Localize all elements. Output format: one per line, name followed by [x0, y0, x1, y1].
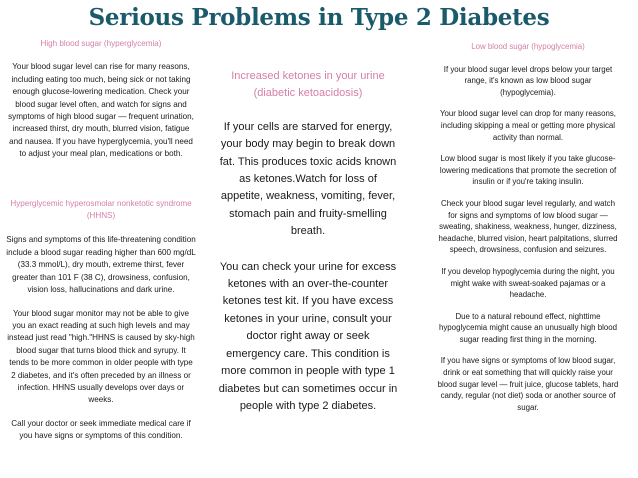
hhns-call-doctor-text: Call your doctor or seek immediate medical care if you have signs or symptoms of this condition.	[11, 418, 191, 441]
ketoacidosis-text: If your cells are starved for energy, your body may begin to break down fat. This produces toxic acids known as ketones.Watch for loss of appetite, weakness, vomiting, fever, stomach pain and fruity-smelling breath.	[219, 120, 397, 238]
hypoglycemia-treatment-text: If you have signs or symptoms of low blood sugar, drink or eat something that will quickly raise your blood sugar level — fruit juice, glucose tablets, hard candy, regular (not diet) soda or another source of sugar.	[437, 356, 619, 412]
hypoglycemia-symptoms-text: Check your blood sugar level regularly, and watch for signs and symptoms of low blood sugar — sweating, shakiness, weakness, hunger, dizziness, headache, blurred vision, heart palpitations, slurred speech, drowsiness, confusion and seizures.	[438, 198, 618, 255]
hhns-cause-text: Your blood sugar monitor may not be able to give you an exact reading at such high levels and may instead just read "high."HHNS is caused by sky-high blood sugar that turns blood thick and syrupy. It tends to be more common in older people with type 2 diabetes, and it's often preceded by an illness or infection. HHNS usually develops over days or weeks.	[7, 308, 195, 405]
hypoglycemia-heading: Low blood sugar (hypoglycemia)	[471, 42, 585, 51]
hyperglycemia-text: Your blood sugar level can rise for many reasons, including eating too much, being sick or not taking enough glucose-lowering medication. Check your blood sugar level often, and watch for signs and symptoms of high blood sugar — frequent urination, increased thirst, dry mouth, blurred vision, fatigue and nausea. If you have hyperglycemia, you'll need to adjust your meal plan, medications or both.	[8, 62, 194, 159]
ketoacidosis-heading: Increased ketones in your urine (diabetic ketoacidosis)	[231, 70, 385, 100]
hhns-heading: Hyperglycemic hyperosmolar nonketotic syndrome (HHNS)	[10, 198, 192, 221]
hypoglycemia-definition-text: If your blood sugar level drops below your target range, it's known as low blood sugar (hypoglycemia).	[443, 64, 613, 97]
hypoglycemia-medication-text: Low blood sugar is most likely if you take glucose-lowering medications that promote the secretion of insulin or if you're taking insulin.	[439, 154, 617, 187]
nighttime-hypoglycemia-text: If you develop hypoglycemia during the night, you might wake with sweat-soaked pajamas or a headache.	[441, 266, 615, 300]
hyperglycemia-column	[6, 38, 196, 443]
hyperglycemia-heading: High blood sugar (hyperglycemia)	[40, 39, 162, 48]
hypoglycemia-column	[436, 41, 620, 413]
ketoacidosis-column	[218, 68, 398, 415]
hypoglycemia-causes-text: Your blood sugar level can drop for many reasons, including skipping a meal or getting more physical activity than normal.	[439, 109, 617, 142]
ketone-test-text: You can check your urine for excess ketones with an over-the-counter ketones test kit. If you have excess ketones in your urine, consult your doctor right away or seek emergency care. This condition is more common in people with type 1 diabetes but can sometimes occur in people with type 2 diabetes.	[218, 260, 398, 412]
page-title: Serious Problems in Type 2 Diabetes	[88, 4, 550, 31]
hhns-symptoms-text: Signs and symptoms of this life-threatening condition include a blood sugar reading higher than 600 mg/dL (33.3 mmol/L), dry mouth, extreme thirst, fever greater than 101 F (38 C), drowsiness, confusion, vision loss, hallucinations and dark urine.	[6, 235, 196, 295]
rebound-effect-text: Due to a natural rebound effect, nighttime hypoglycemia might cause an unusually high blood sugar reading first thing in the morning.	[438, 311, 618, 344]
